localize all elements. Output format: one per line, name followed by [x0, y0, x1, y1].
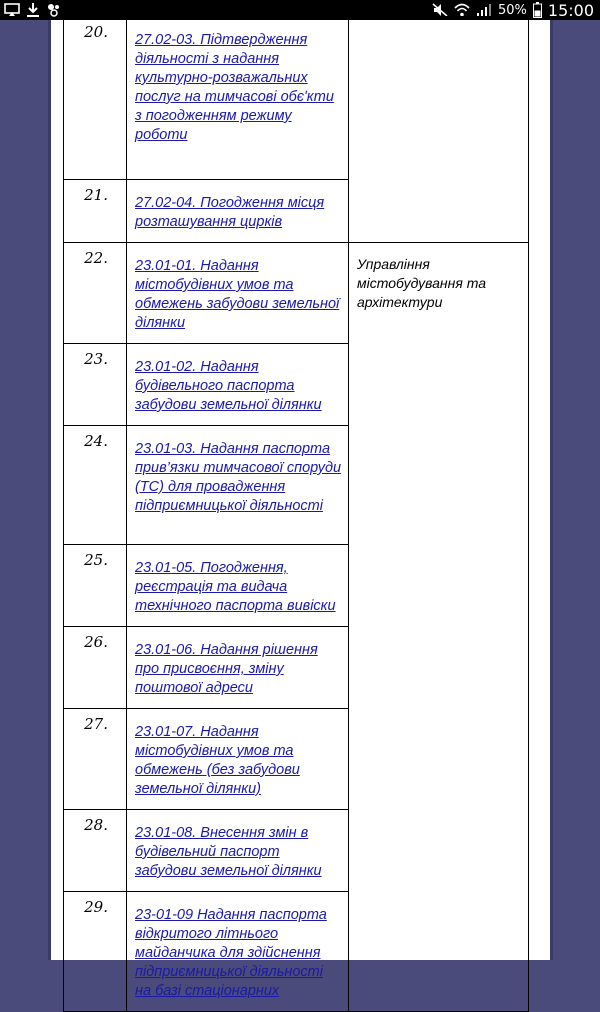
row-number: 29. — [64, 892, 127, 1012]
row-number: 23. — [64, 344, 127, 426]
service-link[interactable]: 23.01-08. Внесення змін в будівельний паспорт забудови земельної ділянки — [135, 825, 322, 879]
service-cell — [127, 180, 349, 243]
battery-percent: 50% — [497, 2, 527, 18]
table-row — [64, 243, 529, 344]
document-page[interactable] — [48, 20, 553, 999]
service-link[interactable]: 23.01-05. Погодження, реєстрація та видача технічного паспорта вивіски — [135, 560, 336, 614]
department-cell-empty — [349, 17, 529, 243]
service-cell — [127, 17, 349, 180]
row-number: 26. — [64, 627, 127, 709]
page-margin-left — [0, 20, 48, 960]
notification-icons — [4, 1, 62, 19]
row-number: 21. — [64, 180, 127, 243]
row-number: 28. — [64, 810, 127, 892]
service-cell — [127, 545, 349, 627]
service-cell — [127, 810, 349, 892]
row-number: 25. — [64, 545, 127, 627]
service-link[interactable]: 27.02-04. Погодження місця розташування цирків — [135, 195, 325, 230]
download-icon — [26, 2, 40, 18]
app-notification-icon — [46, 2, 62, 18]
service-cell — [127, 243, 349, 344]
service-link[interactable]: 23.01-01. Надання містобудівних умов та обмежень забудови земельної ділянки — [135, 258, 340, 331]
table-row — [64, 17, 529, 180]
clock: 15:00 — [547, 0, 594, 20]
department-cell: Управління містобудування та архітектури — [349, 243, 529, 1012]
mute-icon — [432, 3, 448, 17]
service-link[interactable]: 23.01-07. Надання містобудівних умов та обмежень (без забудови земельної ділянки) — [135, 724, 300, 797]
screen-cast-icon — [4, 3, 20, 17]
row-number: 24. — [64, 426, 127, 545]
service-cell — [127, 892, 349, 1012]
battery-icon — [533, 2, 542, 18]
service-link[interactable]: 23.01-03. Надання паспорта прив’язки тимчасової споруди (ТС) для провадження підприємницької діяльності — [135, 441, 342, 514]
service-cell — [127, 709, 349, 810]
service-link[interactable]: 23.01-02. Надання будівельного паспорта забудови земельної ділянки — [135, 359, 322, 413]
service-link[interactable]: 23.01-06. Надання рішення про присвоєння, зміну поштової адреси — [135, 642, 318, 696]
service-link[interactable]: 23-01-09 Надання паспорта відкритого літнього майданчика для здійснення підприємницької діяльності на базі стаціонарних — [135, 907, 327, 999]
services-table — [63, 16, 529, 1012]
service-cell — [127, 426, 349, 545]
page-margin-right — [553, 20, 600, 960]
service-cell — [127, 627, 349, 709]
row-number: 22. — [64, 243, 127, 344]
service-cell — [127, 344, 349, 426]
service-link[interactable]: 27.02-03. Підтвердження діяльності з надання культурно-розважальних послуг на тимчасові обєʹкти з погодженням режиму роботи — [135, 32, 334, 143]
row-number: 20. — [64, 17, 127, 180]
signal-icon — [476, 3, 492, 17]
row-number: 27. — [64, 709, 127, 810]
wifi-icon — [454, 3, 470, 17]
